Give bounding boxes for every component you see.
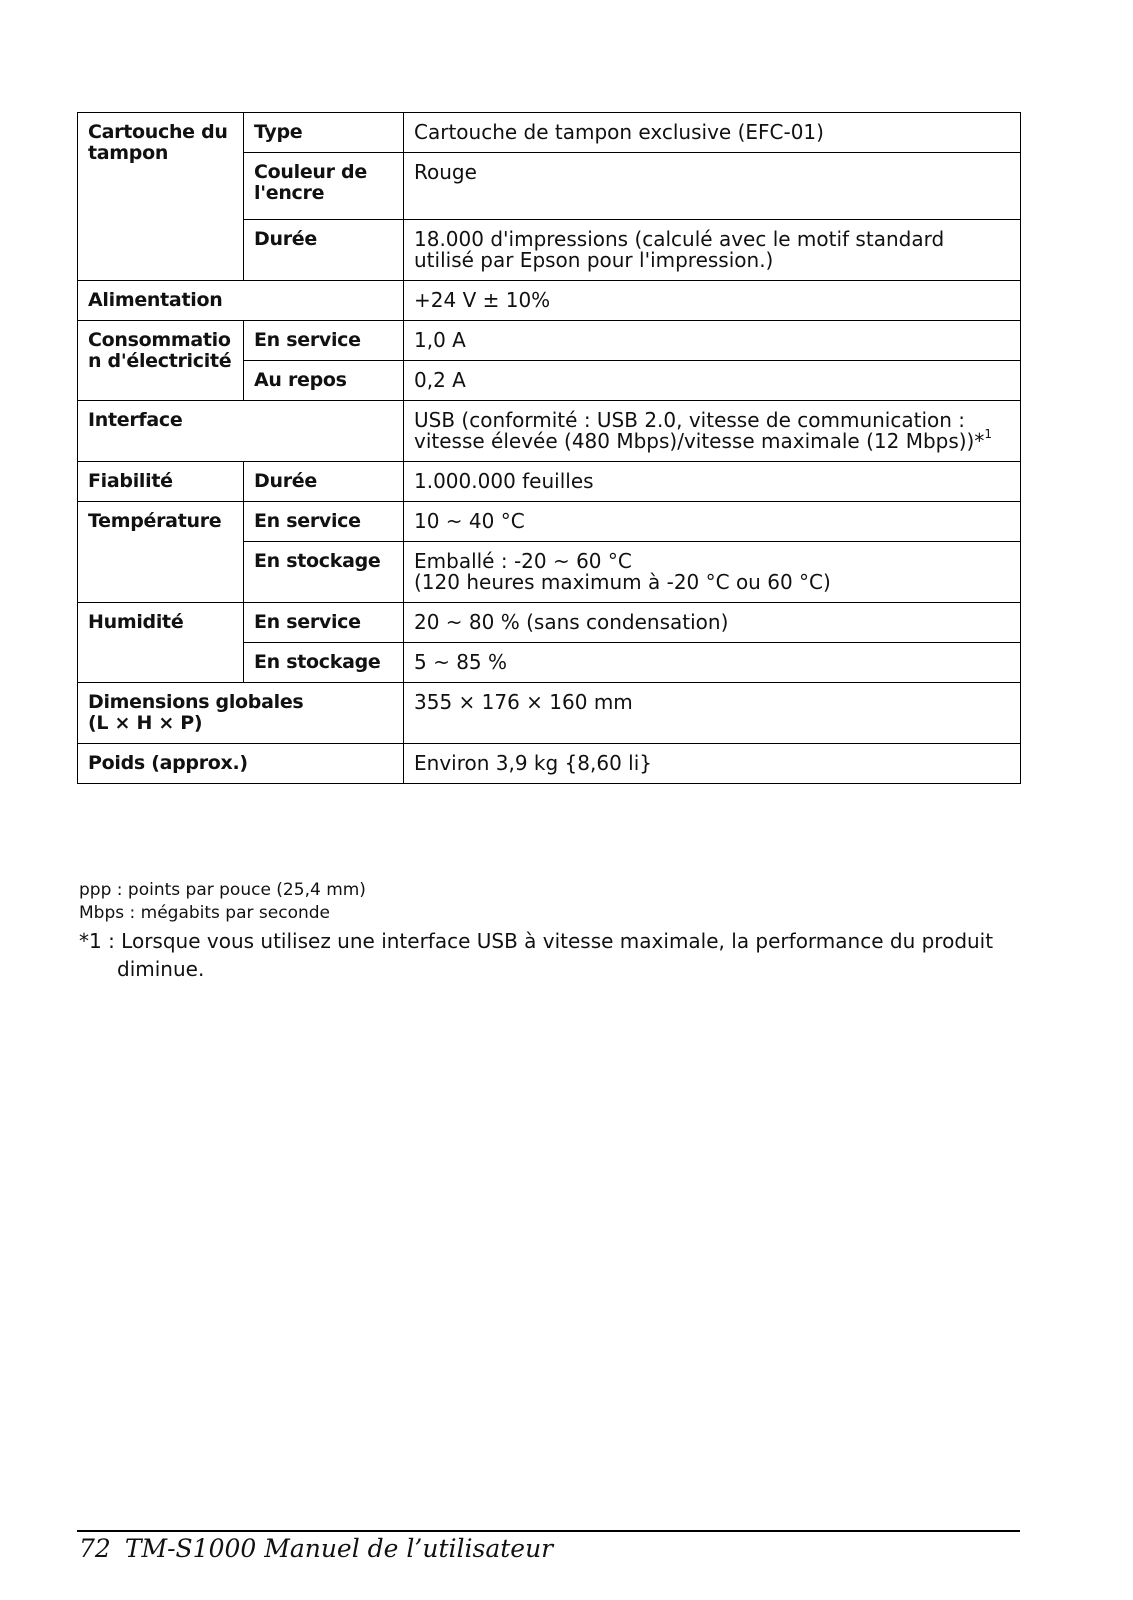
row-label: Poids (approx.) (78, 744, 404, 784)
row-label: Alimentation (78, 281, 404, 321)
value-line: USB (conformité : USB 2.0, vitesse de communication : (414, 408, 966, 432)
sub-label: Durée (244, 220, 404, 281)
note-mbps: Mbps : mégabits par seconde (79, 903, 330, 923)
table-row (78, 281, 1021, 321)
note-continuation: diminue. (117, 957, 205, 981)
table-row (78, 462, 1021, 502)
table-row (78, 401, 1021, 462)
sub-label: Type (244, 113, 404, 153)
sub-label: Couleur de l'encre (244, 153, 404, 220)
sub-label: Au repos (244, 361, 404, 401)
page-footer (79, 1534, 553, 1563)
specifications-table (77, 112, 1021, 784)
sub-label: En service (244, 502, 404, 542)
value-line (414, 427, 1010, 453)
row-label (78, 683, 404, 744)
value-cell (404, 542, 1021, 603)
value-cell (404, 401, 1021, 462)
row-label: Fiabilité (78, 462, 244, 502)
row-label: Cartouche du tampon (78, 113, 244, 281)
table-row (78, 321, 1021, 361)
sub-label: En stockage (244, 643, 404, 683)
row-label: Température (78, 502, 244, 603)
value-cell: 10 ~ 40 °C (404, 502, 1021, 542)
sub-label: En service (244, 603, 404, 643)
value-line: 18.000 d'impressions (calculé avec le motif standard (414, 227, 945, 251)
value-cell: Cartouche de tampon exclusive (EFC-01) (404, 113, 1021, 153)
value-cell: 0,2 A (404, 361, 1021, 401)
value-line: Emballé : -20 ~ 60 °C (414, 549, 632, 573)
note-star-1 (79, 927, 1019, 983)
manual-title: TM-S1000 Manuel de l’utilisateur (124, 1534, 554, 1563)
value-cell: 355 × 176 × 160 mm (404, 683, 1021, 744)
sub-label: En stockage (244, 542, 404, 603)
sub-label: En service (244, 321, 404, 361)
value-line: utilisé par Epson pour l'impression.) (414, 248, 774, 272)
value-cell: +24 V ± 10% (404, 281, 1021, 321)
row-label: Consommatio n d'électricité (78, 321, 244, 401)
note-text: *1 : Lorsque vous utilisez une interface USB à vitesse maximale, la performance du produit (79, 929, 994, 953)
table-row (78, 502, 1021, 542)
row-label: Interface (78, 401, 404, 462)
label-line: Dimensions globales (88, 691, 304, 713)
value-cell: Rouge (404, 153, 1021, 220)
footnote-ref: 1 (984, 427, 993, 442)
table-row (78, 113, 1021, 153)
page-number: 72 (79, 1534, 111, 1563)
footer-divider (77, 1530, 1020, 1532)
value-cell: Environ 3,9 kg {8,60 li} (404, 744, 1021, 784)
sub-label: Durée (244, 462, 404, 502)
note-ppp: ppp : points par pouce (25,4 mm) (79, 880, 366, 900)
value-text: vitesse élevée (480 Mbps)/vitesse maximale (12 Mbps))* (414, 429, 985, 453)
table-row (78, 603, 1021, 643)
label-line: (L × H × P) (88, 712, 203, 734)
footnotes (79, 879, 1019, 983)
table-row (78, 683, 1021, 744)
value-cell: 20 ~ 80 % (sans condensation) (404, 603, 1021, 643)
table-row (78, 744, 1021, 784)
value-cell: 1.000.000 feuilles (404, 462, 1021, 502)
value-cell: 5 ~ 85 % (404, 643, 1021, 683)
value-cell: 1,0 A (404, 321, 1021, 361)
row-label: Humidité (78, 603, 244, 683)
value-line: (120 heures maximum à -20 °C ou 60 °C) (414, 570, 831, 594)
value-cell (404, 220, 1021, 281)
